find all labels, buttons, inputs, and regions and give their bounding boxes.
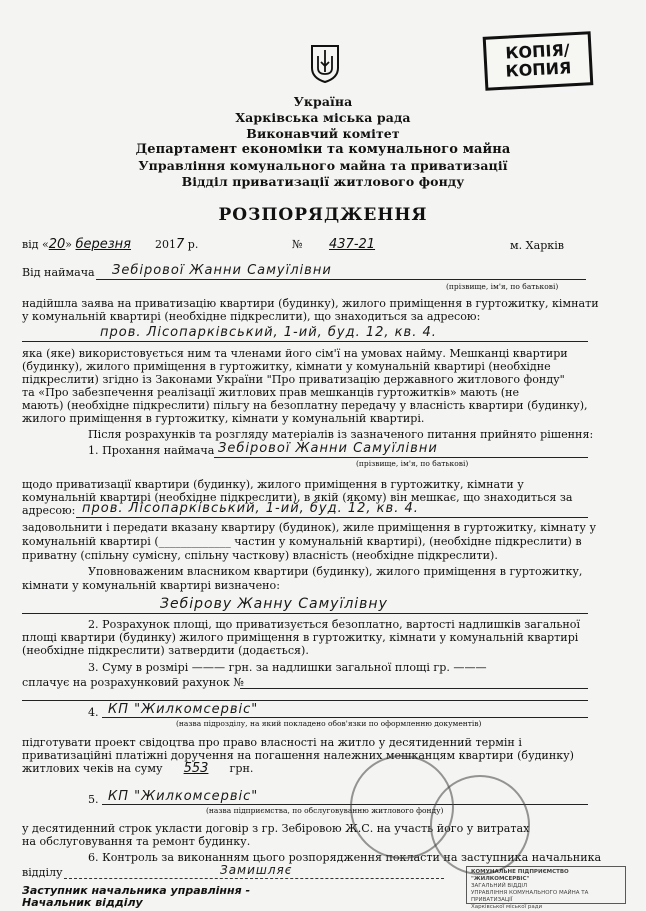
handwritten-control-name: Замишляє <box>220 863 293 877</box>
text-l29: у десятиденний строк укласти договір з гр. Зебіровою Ж.С. на участь його у витратах <box>22 822 530 835</box>
tenant-name: Зебірової Жанни Самуїлівни <box>112 263 332 278</box>
text-l14: задовольнити і передати вказану квартиру (будинок), жиле приміщення в гуртожитку, кімнату у <box>22 521 596 534</box>
copy-stamp-line2: КОПИЯ <box>505 58 572 81</box>
header-council: Харківська міська рада <box>235 110 411 125</box>
text-l30: на обслуговування та ремонт будинку. <box>22 835 251 848</box>
text-l27a: житлових чеків на суму <box>22 762 163 775</box>
copy-stamp-line1: КОПІЯ/ <box>504 40 571 63</box>
text-l13: адресою: <box>22 504 76 517</box>
org-1: КП "Жилкомсервіс" <box>108 702 259 717</box>
order-city: м. Харків <box>510 239 565 252</box>
org-caption-1: (назва підрозділу, на який покладено обов'язки по оформленню документів) <box>176 719 482 728</box>
rect-stamp-line5: Харківської міської ради <box>471 904 543 910</box>
copy-stamp <box>483 31 594 91</box>
date-year-digit: 7 <box>176 237 185 252</box>
text-l4: (будинку), жилого приміщення в гуртожитку, кімнати у комунальній квартирі (необхідне <box>22 360 551 373</box>
text-l28-num: 5. <box>88 793 99 806</box>
text-l32: відділу <box>22 866 63 879</box>
owner-name: Зебірову Жанну Самуїлівну <box>160 596 388 612</box>
date-year-suffix: р. <box>187 238 199 251</box>
text-l31: 6. Контроль за виконанням цього розпорядження покласти на заступника начальника <box>88 851 602 864</box>
cheque-sum: 553 <box>183 761 209 776</box>
text-l22: 3. Суму в розмірі ——— грн. за надлишки загальної площі гр. ——— <box>88 661 487 674</box>
org-2: КП "Жилкомсервіс" <box>108 789 259 804</box>
text-l7: мають) (необхідне підкреслити) пільгу на безоплатну передачу у власність квартири (будинку), <box>22 399 588 412</box>
text-l19: 2. Розрахунок площі, що приватизується безоплатно, вартості надлишків загальної <box>88 618 581 631</box>
round-seal-2 <box>430 775 530 875</box>
text-l24-num: 4. <box>88 706 99 719</box>
text-l2: у комунальній квартирі (необхідне підкреслити), що знаходиться за адресою: <box>22 310 481 323</box>
text-l17: Уповноваженим власником квартири (будинку), жилого приміщення в гуртожитку, <box>88 565 583 578</box>
tenant-name-2: Зебірової Жанни Самуїлівни <box>218 441 438 456</box>
order-number-prefix: № <box>292 238 303 251</box>
text-l12: комунальній квартирі (необхідне підкреслити), в якій (якому) він мешкає, що знаходиться за <box>22 491 573 504</box>
signature-title-1: Заступник начальника управління - <box>22 884 251 897</box>
header-country: Україна <box>293 94 353 109</box>
text-l21: (необхідне підкреслити) затвердити (додається). <box>22 644 309 657</box>
signature-title-2: Начальник відділу <box>22 896 143 909</box>
text-l27 <box>22 762 253 775</box>
text-l16: приватну (спільну сумісну, спільну часткову) власність (необхідне підкреслити). <box>22 549 498 562</box>
header-directorate: Управління комунального майна та приватизації <box>138 158 508 173</box>
coat-of-arms-icon <box>310 44 340 84</box>
date-day: 20 <box>48 237 66 252</box>
text-l15: комунальній квартирі (_____________ частин у комунальній квартирі), (необхідне підкреслити) в <box>22 535 582 548</box>
date-prefix: від « <box>22 238 49 251</box>
text-l6: та «Про забезпечення реалізації житлових прав мешканців гуртожитків» мають (не <box>22 386 520 399</box>
rect-stamp-line1: КОМУНАЛЬНЕ ПІДПРИЄМСТВО <box>471 869 569 875</box>
text-l11: щодо приватизації квартири (будинку), жилого приміщення в гуртожитку, кімнати у <box>22 478 524 491</box>
rect-stamp-line4: УПРАВЛІННЯ КОМУНАЛЬНОГО МАЙНА ТА ПРИВАТИЗАЦІЇ <box>471 890 589 903</box>
tenant-caption: (прізвище, ім'я, по батькові) <box>446 282 559 291</box>
date-year-prefix: 201 <box>155 238 176 251</box>
text-l5: підкреслити) згідно із Законами України "Про приватизацію державного житлового фонду" <box>22 373 565 386</box>
header-division: Відділ приватизації житлового фонду <box>181 174 465 189</box>
rect-stamp <box>466 866 626 910</box>
address-2: пров. Лісопарківський, 1-ий, буд. 12, кв. 4. <box>82 501 419 516</box>
date-mid: » <box>65 238 72 251</box>
text-l25: підготувати проект свідоцтва про право власності на житло у десятиденний термін і <box>22 736 522 749</box>
document-title: РОЗПОРЯДЖЕННЯ <box>218 205 428 225</box>
date-line <box>22 238 198 251</box>
text-l27b: грн. <box>229 762 254 775</box>
text-l3: яка (яке) використовується ним та членами його сім'ї на умовах найму. Мешканці квартири <box>22 347 568 360</box>
text-l9: Після розрахунків та розгляду матеріалів із зазначеного питання прийнято рішення: <box>88 428 594 441</box>
date-month: березня <box>75 237 131 252</box>
org-caption-2: (назва підприємства, по обслуговуванню житлового фонду) <box>206 806 444 815</box>
text-l10: 1. Прохання наймача <box>88 444 215 457</box>
address-1: пров. Лісопарківський, 1-ий, буд. 12, кв. 4. <box>100 325 437 340</box>
header-committee: Виконавчий комітет <box>246 126 400 141</box>
order-number-value: 437-21 <box>329 237 376 252</box>
text-l8: жилого приміщення в гуртожитку, кімнати у комунальній квартирі. <box>22 412 425 425</box>
order-number <box>292 238 398 251</box>
header-department: Департамент економіки та комунального майна <box>135 142 511 157</box>
text-l18: кімнати у комунальній квартирі визначено: <box>22 579 280 592</box>
tenant-label: Від наймача <box>22 266 95 279</box>
text-l20: площі квартири (будинку) жилого приміщення в гуртожитку, кімнати у комунальній квартирі <box>22 631 579 644</box>
tenant-caption-2: (прізвище, ім'я, по батькові) <box>356 459 469 468</box>
rect-stamp-line2: "ЖИЛКОМСЕРВІС" <box>471 876 530 882</box>
text-l23: сплачує на розрахунковий рахунок № <box>22 676 244 689</box>
text-l26: приватизаційні платіжні доручення на погашення належних мешканцям квартири (будинку) <box>22 749 575 762</box>
text-l1: надійшла заява на приватизацію квартири (будинку), жилого приміщення в гуртожитку, кімнати <box>22 297 599 310</box>
rect-stamp-line3: ЗАГАЛЬНИЙ ВІДДІЛ <box>471 883 528 889</box>
